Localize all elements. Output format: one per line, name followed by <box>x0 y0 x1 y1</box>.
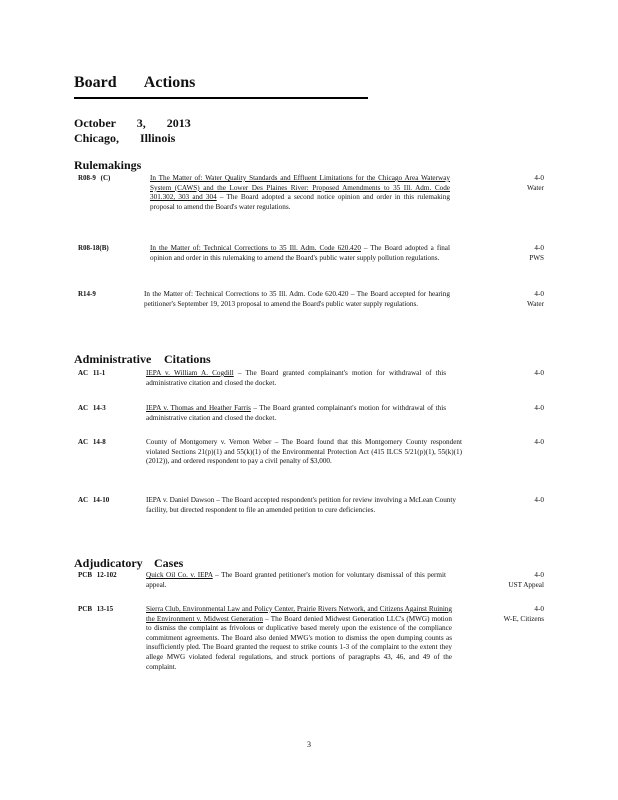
vote-type: Water <box>527 299 544 308</box>
docket-id: AC 11-1 <box>78 369 106 377</box>
entry-description: In the Matter of: Technical Corrections to 35 Ill. Adm. Code 620.420 – The Board accepted for hearing petitioner's September 19, 2013 proposal to amend the Board's public water supply regulations. <box>144 290 450 308</box>
vote-count: 4-0 <box>534 605 544 613</box>
docket-id: PCB 12-102 <box>78 571 117 579</box>
vote-count: 4-0 <box>534 290 544 298</box>
case-caption: In the Matter of: Technical Corrections to 35 Ill. Adm. Code 620.420 <box>150 244 361 252</box>
entry-description: IEPA v. Daniel Dawson – The Board accepted respondent's petition for review involving a McLean County facility, but directed respondent to file an amended petition to cure deficiencies. <box>146 496 456 514</box>
entry-r08-9 <box>74 174 544 224</box>
entry-ac-11-1 <box>74 369 544 389</box>
vote-block <box>504 605 544 624</box>
entry-ac-14-3 <box>74 404 544 424</box>
date-line: October 3, 2013 <box>74 116 191 130</box>
section-heading-administrative-citations: Administrative Citations <box>74 352 211 366</box>
vote-type: PWS <box>529 253 544 262</box>
case-caption: In The Matter of: Water Quality Standards and Effluent Limitations for the Chicago Area Waterway System (CAWS) and the Lower Des Plaines River: Proposed Amendments to 35 Ill. Adm. Code 301.302, 303 and 304 <box>150 174 450 202</box>
vote-block <box>529 244 544 263</box>
docket-id: R14-9 <box>78 290 96 298</box>
case-caption: IEPA v. Thomas and Heather Farris <box>146 404 251 412</box>
vote-block <box>527 174 544 193</box>
entry-pcb-13-15 <box>74 605 544 705</box>
vote-count: 4-0 <box>534 244 544 252</box>
entry-description: IEPA v. William A. Cogdill – The Board granted complainant's motion for withdrawal of this administrative citation and closed the docket. <box>146 369 446 387</box>
docket-id: AC 14-8 <box>78 438 106 446</box>
vote-type: Water <box>527 183 544 192</box>
entry-r14-9 <box>74 290 544 320</box>
location-line: Chicago, Illinois <box>74 131 176 145</box>
case-caption: Quick Oil Co. v. IEPA <box>146 571 213 579</box>
title-rule <box>74 97 368 99</box>
section-heading-rulemakings: Rulemakings <box>74 158 142 172</box>
vote-block <box>534 496 544 506</box>
entry-description: IEPA v. Thomas and Heather Farris – The Board granted complainant's motion for withdrawal of this administrative citation and closed the docket. <box>146 404 446 422</box>
entry-description: County of Montgomery v. Vernon Weber – The Board found that this Montgomery County respondent violated Sections 21(p)(1) and 55(k)(1) of the Environmental Protection Act (415 ILCS 5/21(p)(1), 55(k)(1) (2012)), and ordered respondent to pay a civil penalty of $3,000. <box>146 438 462 466</box>
entry-ac-14-10 <box>74 496 544 526</box>
entry-pcb-12-102 <box>74 571 544 591</box>
case-caption: IEPA v. William A. Cogdill <box>146 369 234 377</box>
vote-block <box>534 438 544 448</box>
vote-block <box>508 571 544 590</box>
vote-count: 4-0 <box>534 571 544 579</box>
vote-block <box>527 290 544 309</box>
docket-id: PCB 13-15 <box>78 605 114 613</box>
entry-description: In The Matter of: Water Quality Standards and Effluent Limitations for the Chicago Area Waterway System (CAWS) and the Lower Des Plaines River: Proposed Amendments to 35 Ill. Adm. Code 301.302, 303 and 304 – The Board adopted a second notice opinion and order in this rulemaking proposal to amend the Board's water regulations. <box>150 174 450 211</box>
entry-description: Quick Oil Co. v. IEPA – The Board granted petitioner's motion for voluntary dismissal of this permit appeal. <box>146 571 446 589</box>
docket-id: AC 14-10 <box>78 496 110 504</box>
case-caption: Sierra Club, Environmental Law and Policy Center, Prairie Rivers Network, and Citizens Against Ruining the Environment v. Midwest Generation <box>146 605 452 623</box>
vote-block <box>534 404 544 414</box>
section-heading-adjudicatory-cases: Adjudicatory Cases <box>74 556 184 570</box>
vote-count: 4-0 <box>534 369 544 377</box>
entry-description: In the Matter of: Technical Corrections to 35 Ill. Adm. Code 620.420 – The Board adopted a final opinion and order in this rulemaking to amend the Board's public water supply pollution regulations. <box>150 244 450 262</box>
vote-type: W-E, Citizens <box>503 614 544 623</box>
vote-count: 4-0 <box>534 174 544 182</box>
entry-description: Sierra Club, Environmental Law and Policy Center, Prairie Rivers Network, and Citizens Against Ruining the Environment v. Midwest Generation – The Board denied Midwest Generation LLC's (MWG) motion to dismiss the complaint as frivolous or duplicative based merely upon the existence of the compliance commitment agreements. The Board also denied MWG's motion to dismiss the open dumping counts as insufficiently pled. The Board granted the request to strike counts 1-3 of the complaint to the extent they allege MWG violated federal regulations, and struck portions of paragraphs 43, 46, and 49 of the complaint. <box>146 605 452 671</box>
vote-count: 4-0 <box>534 404 544 412</box>
entry-ac-14-8 <box>74 438 544 478</box>
vote-count: 4-0 <box>534 438 544 446</box>
vote-type: UST Appeal <box>508 580 544 589</box>
page-number: 3 <box>307 740 311 749</box>
vote-count: 4-0 <box>534 496 544 504</box>
docket-id: AC 14-3 <box>78 404 106 412</box>
docket-id: R08-9 (C) <box>78 174 111 182</box>
entry-r08-18 <box>74 244 544 274</box>
docket-id: R08-18(B) <box>78 244 109 252</box>
page-title: Board Actions <box>74 74 196 91</box>
vote-block <box>534 369 544 379</box>
meeting-date <box>74 116 191 146</box>
